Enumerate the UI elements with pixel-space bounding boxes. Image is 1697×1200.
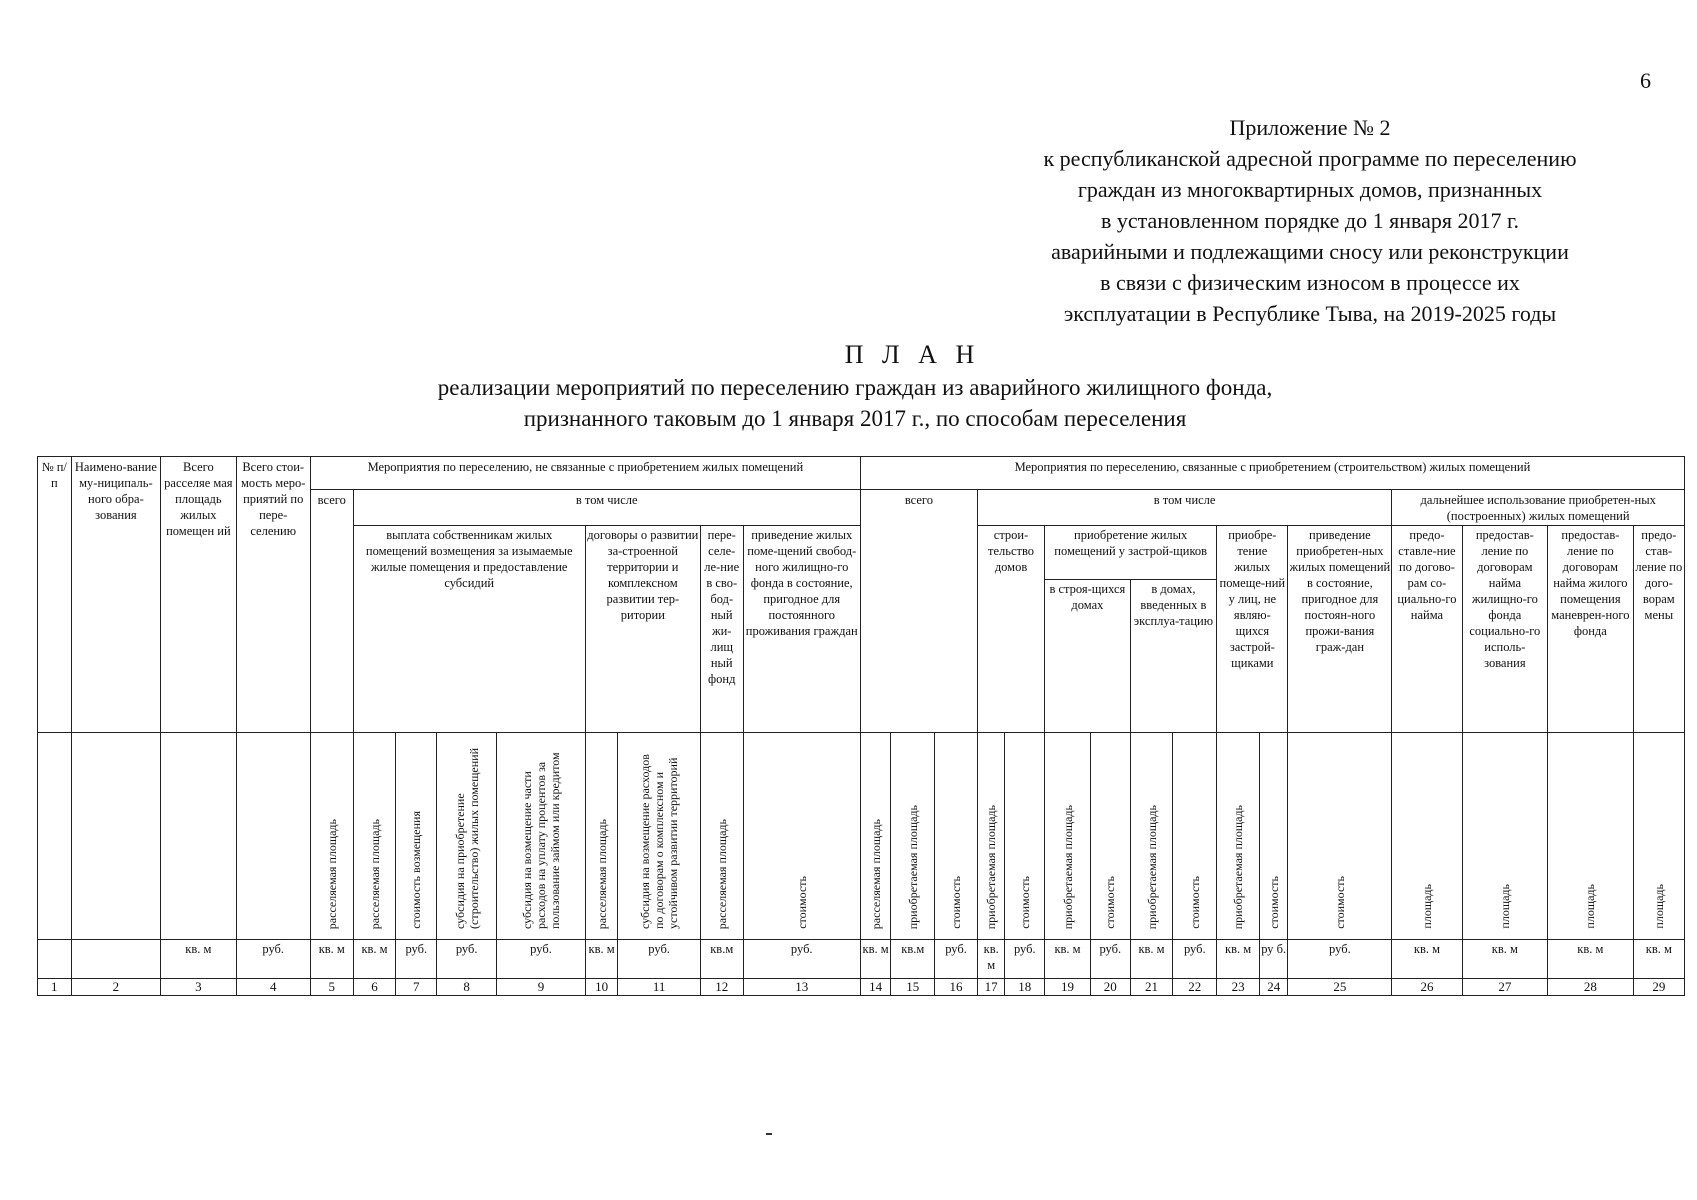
header-f-social-use: предостав-ление по договорам найма жилищно-го фонда социально-го исполь-зования (1462, 526, 1548, 733)
col-23-label: приобретаемая площадь (1217, 733, 1260, 940)
header-b-commissioned: в домах, введенных в эксплуа-тацию (1130, 580, 1217, 733)
column-number-cell: 25 (1288, 979, 1392, 996)
page-number: 6 (1640, 68, 1651, 93)
annex-line: в установленном порядке до 1 января 2017 г. (1100, 208, 1520, 233)
col-14-label: расселяемая площадь (860, 733, 891, 940)
column-number-cell: 9 (497, 979, 586, 996)
header-f-social-rent: предо-ставле-ние по догово-рам со-циально-го найма (1392, 526, 1462, 733)
unit-cell: руб. (1090, 940, 1130, 979)
header-num: № п/п (38, 457, 72, 733)
unit-cell: руб. (437, 940, 497, 979)
column-number-cell: 23 (1217, 979, 1260, 996)
column-number-cell: 4 (236, 979, 310, 996)
column-number-cell: 22 (1173, 979, 1217, 996)
header-f-maneuver-fund: предостав-ление по договорам найма жилого помещения маневрен-ного фонда (1548, 526, 1634, 733)
column-number-cell: 3 (161, 979, 236, 996)
col-25-label: стоимость (1288, 733, 1392, 940)
col-17-label: приобретаемая площадь (977, 733, 1004, 940)
header-a-total: всего (310, 490, 353, 733)
header-group-acquisition: Мероприятия по переселению, связанные с приобретением (строительством) жилых помещений (860, 457, 1684, 490)
unit-cell: кв. м (585, 940, 618, 979)
unit-cell: руб. (497, 940, 586, 979)
unit-cell: кв. м (1217, 940, 1260, 979)
unit-cell: кв. м (860, 940, 891, 979)
col-4-blank (236, 733, 310, 940)
header-a-repair: приведение жилых поме-щений свобод-ного жилищно-го фонда в состояние, пригодное для постоянного проживания граждан (743, 526, 860, 733)
header-b-repair: приведение приобретен-ных жилых помещений в состояние, пригодное для постоян-ного прожи-вания граж-дан (1288, 526, 1392, 733)
annex-line: эксплуатации в Республике Тыва, на 2019-2025 годы (1063, 301, 1557, 326)
unit-cell: кв. м (1548, 940, 1634, 979)
unit-cell: кв. м (1633, 940, 1684, 979)
unit-cell: ру б. (1259, 940, 1288, 979)
unit-cell: руб. (743, 940, 860, 979)
col-4-blank (161, 733, 236, 940)
col-7-label: стоимость возмещения (396, 733, 437, 940)
header-b-developers: приобретение жилых помещений у застрой-щиков (1045, 526, 1217, 580)
annex-line: к республиканской адресной программе по переселению (1043, 146, 1577, 171)
column-number-cell: 13 (743, 979, 860, 996)
column-number-cell: 15 (891, 979, 935, 996)
header-municipality: Наимено-вание му-ниципаль-ного обра-зования (71, 457, 161, 733)
col-18-label: стоимость (1005, 733, 1045, 940)
unit-cell: руб. (618, 940, 700, 979)
column-number-cell: 11 (618, 979, 700, 996)
col-29-label: площадь (1633, 733, 1684, 940)
unit-cell (71, 940, 161, 979)
annex-line: аварийными и подлежащими сносу или реконструкции (1051, 239, 1569, 264)
annex-line: граждан из многоквартирных домов, признанных (1077, 177, 1543, 202)
column-number-cell: 19 (1045, 979, 1091, 996)
header-b-total: всего (860, 490, 977, 733)
column-number-cell: 24 (1259, 979, 1288, 996)
plan-subtitle-line: признанного таковым до 1 января 2017 г., по способам переселения (523, 406, 1187, 431)
unit-cell: руб. (1173, 940, 1217, 979)
resettlement-plan-table (37, 456, 1685, 996)
col-19-label: приобретаемая площадь (1045, 733, 1091, 940)
unit-cell: кв. м (977, 940, 1004, 979)
col-16-label: стоимость (935, 733, 978, 940)
header-b-further-use: дальнейшее использование приобретен-ных (построенных) жилых помещений (1392, 490, 1685, 526)
unit-cell (38, 940, 72, 979)
col-26-label: площадь (1392, 733, 1462, 940)
column-number-cell: 6 (353, 979, 396, 996)
col-5-label: расселяемая площадь (310, 733, 353, 940)
unit-cell: кв. м (1392, 940, 1462, 979)
col-4-blank (38, 733, 72, 940)
col-24-label: стоимость (1259, 733, 1288, 940)
col-21-label: приобретаемая площадь (1130, 733, 1173, 940)
unit-cell: кв.м (891, 940, 935, 979)
column-number-cell: 27 (1462, 979, 1548, 996)
unit-cell: кв. м (353, 940, 396, 979)
column-number-cell: 26 (1392, 979, 1462, 996)
unit-cell: кв.м (700, 940, 743, 979)
column-number-cell: 17 (977, 979, 1004, 996)
col-6-label: расселяемая площадь (353, 733, 396, 940)
annex-line: Приложение № 2 (1229, 115, 1391, 140)
header-b-construction: строи-тельство домов (977, 526, 1044, 733)
header-total-cost: Всего стои-мость меро-приятий по пере-селению (236, 457, 310, 733)
col-15-label: приобретаемая площадь (891, 733, 935, 940)
column-number-cell: 28 (1548, 979, 1634, 996)
col-10-label: расселяемая площадь (585, 733, 618, 940)
plan-subtitle (200, 372, 1510, 434)
column-number-cell: 29 (1633, 979, 1684, 996)
col-28-label: площадь (1548, 733, 1634, 940)
col-9-label: субсидия на возмещение части расходов на уплату процентов за пользование займом или кредитом (497, 733, 586, 940)
column-number-cell: 8 (437, 979, 497, 996)
unit-cell: кв. м (1130, 940, 1173, 979)
col-27-label: площадь (1462, 733, 1548, 940)
unit-cell: кв. м (1045, 940, 1091, 979)
annex-line: в связи с физическим износом в процессе их (1100, 270, 1520, 295)
col-20-label: стоимость (1090, 733, 1130, 940)
unit-cell: руб. (236, 940, 310, 979)
unit-cell: кв. м (1462, 940, 1548, 979)
column-number-cell: 7 (396, 979, 437, 996)
column-number-cell: 10 (585, 979, 618, 996)
column-number-cell: 18 (1005, 979, 1045, 996)
plan-title: П Л А Н (844, 340, 981, 369)
column-number-cell: 1 (38, 979, 72, 996)
header-a-including: в том числе (353, 490, 860, 526)
page-mark (766, 1133, 772, 1135)
unit-cell: кв. м (161, 940, 236, 979)
header-f-exchange: предо-став-ление по дого-ворам мены (1633, 526, 1684, 733)
header-a-compensation: выплата собственникам жилых помещений возмещения за изымаемые жилые помещения и предоставление субсидий (353, 526, 585, 733)
unit-cell: руб. (1288, 940, 1392, 979)
column-number-cell: 2 (71, 979, 161, 996)
col-4-blank (71, 733, 161, 940)
unit-cell: руб. (396, 940, 437, 979)
header-a-free-fund: пере-селе-ле-ние в сво-бод-ный жи-лищ ный фонд (700, 526, 743, 733)
col-22-label: стоимость (1173, 733, 1217, 940)
unit-cell: кв. м (310, 940, 353, 979)
col-8-label: субсидия на приобретение (строительство) жилых помещений (437, 733, 497, 940)
column-number-cell: 16 (935, 979, 978, 996)
col-11-label: субсидия на возмещение расходов по договорам о комплексном и устойчивом развитии территорий (618, 733, 700, 940)
unit-cell: руб. (935, 940, 978, 979)
col-12-label: расселяемая площадь (700, 733, 743, 940)
column-number-cell: 20 (1090, 979, 1130, 996)
header-b-under-construction: в строя-щихся домах (1045, 580, 1131, 733)
header-group-not-acquisition: Мероприятия по переселению, не связанные с приобретением жилых помещений (310, 457, 860, 490)
col-13-label: стоимость (743, 733, 860, 940)
column-number-cell: 5 (310, 979, 353, 996)
column-number-cell: 21 (1130, 979, 1173, 996)
header-total-area: Всего расселяе мая площадь жилых помещен ий (161, 457, 236, 733)
unit-cell: руб. (1005, 940, 1045, 979)
column-number-cell: 12 (700, 979, 743, 996)
header-b-non-developers: приобре-тение жилых помеще-ний у лиц, не являю-щихся застрой-щиками (1217, 526, 1288, 733)
header-a-territory: договоры о развитии за-строенной территории и комплексном развитии тер-ритории (585, 526, 700, 733)
column-number-cell: 14 (860, 979, 891, 996)
header-b-including: в том числе (977, 490, 1391, 526)
plan-subtitle-line: реализации мероприятий по переселению граждан из аварийного жилищного фонда, (437, 375, 1273, 400)
annex-heading (960, 112, 1660, 329)
